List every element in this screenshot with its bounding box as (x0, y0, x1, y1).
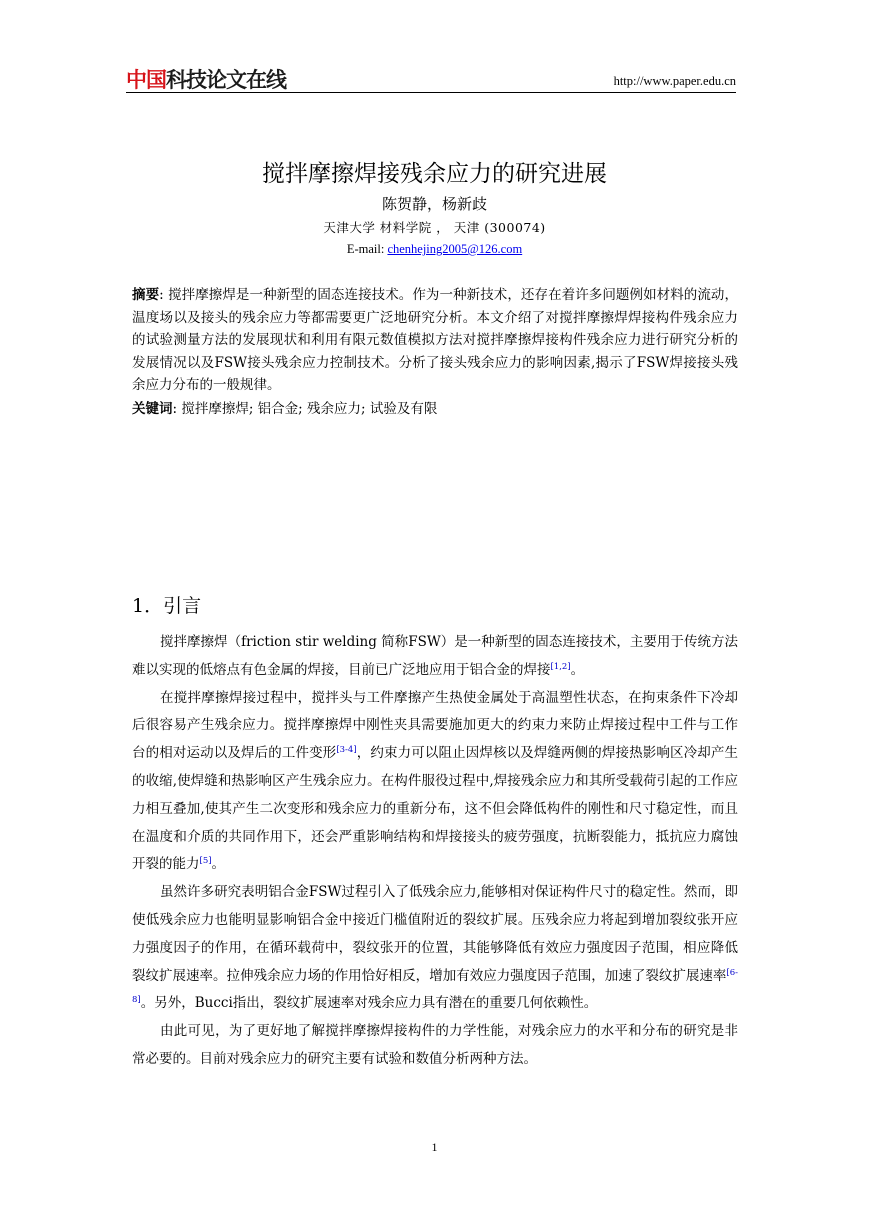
logo-text-sci: 科技论文在线 (166, 68, 286, 92)
paragraph-4 (132, 1018, 738, 1074)
header-url[interactable]: http://www.paper.edu.cn (613, 74, 736, 88)
section-heading: 1．引言 (132, 595, 202, 617)
citation-ref[interactable]: [5] (199, 856, 212, 867)
abstract-label: 摘要 (132, 287, 160, 303)
citation-ref[interactable]: [1,2] (550, 661, 571, 672)
logo-text-china: 中国 (126, 68, 166, 92)
keywords-text: : 搅拌摩擦焊; 铝合金; 残余应力; 试验及有限 (172, 401, 438, 417)
page-number: 1 (431, 1140, 438, 1154)
paragraph-2 (132, 685, 738, 880)
site-logo[interactable] (126, 64, 286, 94)
paragraph-text: 。 (570, 661, 585, 678)
citation-ref[interactable]: [6-8] (132, 967, 738, 1006)
page-header (126, 62, 736, 93)
keywords (132, 398, 738, 420)
author-email (0, 242, 869, 257)
citation-ref[interactable]: [3-4] (336, 745, 357, 756)
paper-authors: 陈贺静，杨新歧 (381, 195, 487, 213)
body-text (132, 629, 738, 1074)
paper-affiliation: 天津大学 材料学院 ， 天津 (300074) (323, 220, 546, 235)
paragraph-text: 搅拌摩擦焊（friction stir welding 简称FSW）是一种新型的固态连接技术，主要用于传统方法难以实现的低熔点有色金属的焊接，目前已广泛地应用于铝合金的焊接 (132, 634, 738, 678)
paragraph-text: ，约束力可以阻止因焊核以及焊缝两侧的焊接热影响区冷却产生的收缩,使焊缝和热影响区产生残余应力。在构件服役过程中,焊接残余应力和其所受载荷引起的工作应力相互叠加,使其产生二次变形和残余应力的重新分布，这不但会降低构件的刚性和尺寸稳定性，而且在温度和介质的共同作用下，还会严重影响结构和焊接接头的疲劳强度，抗断裂能力，抵抗应力腐蚀开裂的能力 (132, 745, 739, 873)
paragraph-text: 在搅拌摩擦焊接过程中，搅拌头与工件摩擦产生热使金属处于高温塑性状态，在拘束条件下冷却后很容易产生残余应力。搅拌摩擦焊中刚性夹具需要施加更大的约束力来防止焊接过程中工件与工作台的相对运动以及焊后的工件变形 (132, 689, 738, 762)
keywords-label: 关键词 (132, 401, 173, 417)
paragraph-text: 。另外，Bucci指出，裂纹扩展速率对残余应力具有潜在的重要几何依赖性。 (140, 995, 598, 1012)
paragraph-text: 由此可见，为了更好地了解搅拌摩擦焊接构件的力学性能，对残余应力的水平和分布的研究是非常必要的。目前对残余应力的研究主要有试验和数值分析两种方法。 (132, 1023, 738, 1067)
abstract (132, 284, 738, 397)
email-link[interactable]: chenhejing2005@126.com (387, 242, 523, 256)
paragraph-3 (132, 879, 738, 1018)
email-label: E-mail: (346, 242, 388, 256)
abstract-text: : 搅拌摩擦焊是一种新型的固态连接技术。作为一种新技术，还存在着许多问题例如材料的流动，温度场以及接头的残余应力等都需要更广泛地研究分析。本文介绍了对搅拌摩擦焊焊接构件残余应力的试验测量方法的发展现状和利用有限元数值模拟方法对搅拌摩擦焊接构件残余应力进行研究分析的发展情况以及FSW接头残余应力控制技术。分析了接头残余应力的影响因素,揭示了FSW焊接接头残余应力分布的一般规律。 (132, 287, 739, 394)
paragraph-text: 。 (211, 856, 226, 873)
paragraph-1 (132, 629, 738, 685)
paper-title: 搅拌摩擦焊接残余应力的研究进展 (262, 161, 607, 187)
paragraph-text: 虽然许多研究表明铝合金FSW过程引入了低残余应力,能够相对保证构件尺寸的稳定性。然而，即使低残余应力也能明显影响铝合金中接近门槛值附近的裂纹扩展。压残余应力将起到增加裂纹张开应力强度因子的作用，在循环载荷中，裂纹张开的位置，其能够降低有效应力强度因子范围，相应降低裂纹扩展速率。拉伸残余应力场的作用恰好相反，增加有效应力强度因子范围，加速了裂纹扩展速率 (132, 884, 738, 984)
